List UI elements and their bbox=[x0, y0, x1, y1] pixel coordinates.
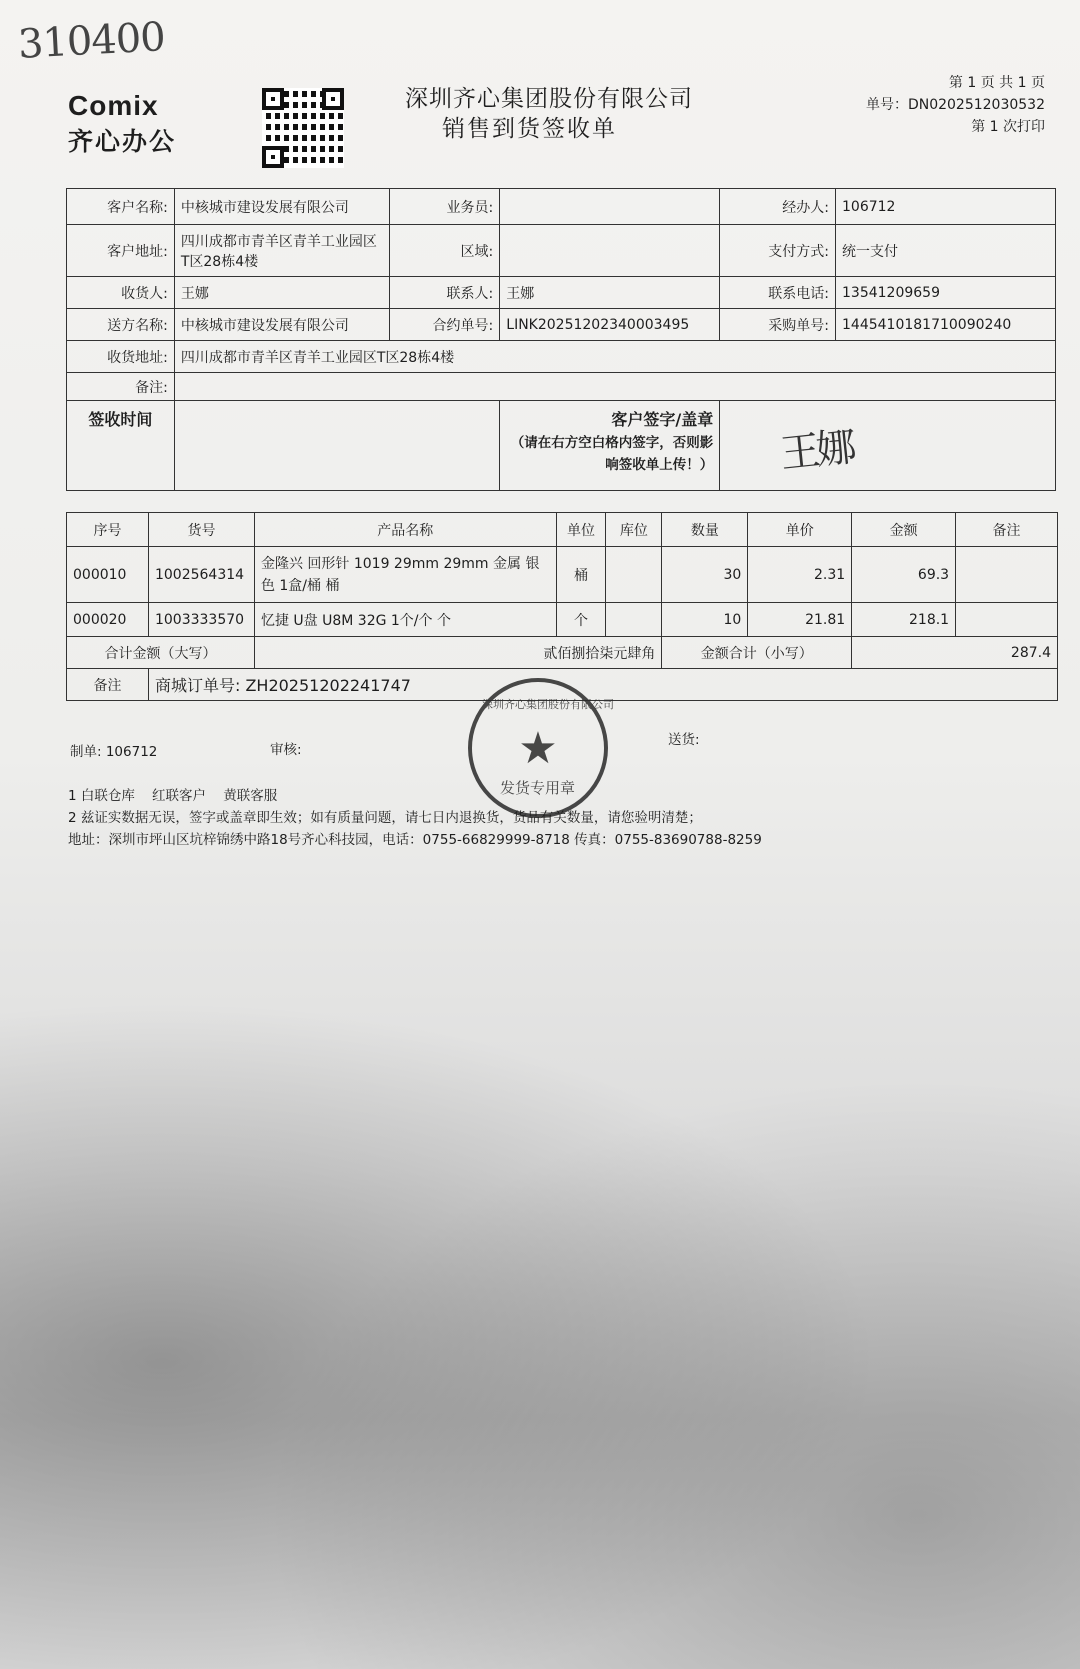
seal-text-top: 深圳齐心集团股份有限公司 bbox=[482, 698, 614, 711]
customer-name: 中核城市建设发展有限公司 bbox=[174, 189, 390, 225]
row-remark bbox=[956, 603, 1058, 637]
row-seq: 000020 bbox=[67, 603, 149, 637]
row-unit: 个 bbox=[556, 603, 606, 637]
reviewer: 审核: bbox=[270, 742, 302, 758]
table-row bbox=[67, 547, 1058, 603]
handwritten-code: 310400 bbox=[16, 14, 166, 68]
row-location bbox=[606, 547, 662, 603]
row-code: 1002564314 bbox=[148, 547, 254, 603]
print-count: 第 1 次打印 bbox=[971, 119, 1045, 135]
customer-sign-label: 客户签字/盖章 bbox=[611, 410, 714, 429]
row-qty: 30 bbox=[662, 547, 748, 603]
row-unit: 桶 bbox=[556, 547, 606, 603]
contract-number: LINK20251202340003495 bbox=[500, 309, 720, 341]
receiver: 王娜 bbox=[174, 277, 390, 309]
handler: 106712 bbox=[836, 189, 1056, 225]
header-product: 产品名称 bbox=[254, 513, 556, 547]
phone-label: 联系电话: bbox=[720, 277, 836, 309]
remark bbox=[174, 373, 1055, 401]
company-title: 深圳齐心集团股份有限公司 bbox=[405, 86, 693, 112]
qr-code-icon bbox=[262, 88, 344, 168]
validity-note: 2 兹证实数据无误，签字或盖章即生效；如有质量问题，请七日内退换货，货品有关数量，请您验明清楚； bbox=[68, 810, 702, 826]
total-lower-label: 金额合计（小写） bbox=[662, 637, 852, 669]
purchase-label: 采购单号: bbox=[720, 309, 836, 341]
logo-qixin: 齐心办公 bbox=[68, 127, 177, 156]
signature-area[interactable] bbox=[720, 401, 1056, 491]
header-location: 库位 bbox=[606, 513, 662, 547]
mall-order-number: 商城订单号: ZH20251202241747 bbox=[148, 669, 1057, 701]
delivery-address: 四川成都市青羊区青羊工业园区T区28栋4楼 bbox=[174, 341, 1055, 373]
total-row bbox=[67, 637, 1058, 669]
document-title: 销售到货签收单 bbox=[442, 116, 617, 142]
customer-sign-note: （请在右方空白格内签字，否则影响签收单上传！） bbox=[510, 435, 714, 473]
purchase-number: 1445410181710090240 bbox=[836, 309, 1056, 341]
row-price: 2.31 bbox=[748, 547, 852, 603]
row-remark bbox=[956, 547, 1058, 603]
row-price: 21.81 bbox=[748, 603, 852, 637]
header-unit: 单位 bbox=[556, 513, 606, 547]
remark-label: 备注: bbox=[67, 373, 175, 401]
maker: 制单: 106712 bbox=[70, 744, 158, 760]
info-table bbox=[66, 188, 1056, 491]
shadow-overlay bbox=[0, 900, 1080, 1669]
contact: 王娜 bbox=[500, 277, 720, 309]
total-upper: 贰佰捌拾柒元肆角 bbox=[254, 637, 661, 669]
header-price: 单价 bbox=[748, 513, 852, 547]
delivery-person: 送货: bbox=[668, 732, 700, 748]
customer-sign-cell bbox=[500, 401, 720, 491]
salesman bbox=[500, 189, 720, 225]
payment-method: 统一支付 bbox=[836, 225, 1056, 277]
items-header-row bbox=[67, 513, 1058, 547]
salesman-label: 业务员: bbox=[390, 189, 500, 225]
row-code: 1003333570 bbox=[148, 603, 254, 637]
customer-signature: 王娜 bbox=[778, 424, 855, 478]
header-seq: 序号 bbox=[67, 513, 149, 547]
customer-address: 四川成都市青羊区青羊工业园区T区28栋4楼 bbox=[174, 225, 390, 277]
logo-comix: Comix bbox=[68, 90, 159, 121]
ship-name-label: 送方名称: bbox=[67, 309, 175, 341]
row-product: 忆捷 U盘 U8M 32G 1个/个 个 bbox=[254, 603, 556, 637]
ship-name: 中核城市建设发展有限公司 bbox=[174, 309, 390, 341]
header-code: 货号 bbox=[148, 513, 254, 547]
row-seq: 000010 bbox=[67, 547, 149, 603]
customer-address-label: 客户地址: bbox=[67, 225, 175, 277]
region bbox=[500, 225, 720, 277]
total-upper-label: 合计金额（大写） bbox=[67, 637, 255, 669]
receiver-label: 收货人: bbox=[67, 277, 175, 309]
row-product: 金隆兴 回形针 1019 29mm 29mm 金属 银色 1盒/桶 桶 bbox=[254, 547, 556, 603]
row-amount: 218.1 bbox=[852, 603, 956, 637]
phone: 13541209659 bbox=[836, 277, 1056, 309]
header-remark: 备注 bbox=[956, 513, 1058, 547]
table-row bbox=[67, 603, 1058, 637]
header-qty: 数量 bbox=[662, 513, 748, 547]
row-amount: 69.3 bbox=[852, 547, 956, 603]
page-info: 第 1 页 共 1 页 bbox=[948, 75, 1045, 91]
payment-label: 支付方式: bbox=[720, 225, 836, 277]
row-qty: 10 bbox=[662, 603, 748, 637]
delivery-address-label: 收货地址: bbox=[67, 341, 175, 373]
region-label: 区域: bbox=[390, 225, 500, 277]
order-number: 单号：DN0202512030532 bbox=[865, 97, 1045, 113]
handler-label: 经办人: bbox=[720, 189, 836, 225]
sign-time bbox=[174, 401, 499, 491]
row-location bbox=[606, 603, 662, 637]
customer-name-label: 客户名称: bbox=[67, 189, 175, 225]
total-lower: 287.4 bbox=[852, 637, 1058, 669]
header-amount: 金额 bbox=[852, 513, 956, 547]
star-icon: ★ bbox=[518, 722, 558, 774]
copy-note: 1 白联仓库 红联客户 黄联客服 bbox=[68, 788, 278, 804]
items-remark-label: 备注 bbox=[67, 669, 149, 701]
contract-label: 合约单号: bbox=[390, 309, 500, 341]
seal-text-bottom: 发货专用章 bbox=[500, 779, 576, 797]
company-seal bbox=[468, 678, 614, 818]
contact-label: 联系人: bbox=[390, 277, 500, 309]
items-table bbox=[66, 512, 1058, 701]
company-address: 地址：深圳市坪山区坑梓锦绣中路18号齐心科技园，电话：0755-66829999-8718 传真：0755-83690788-8259 bbox=[68, 832, 762, 848]
sign-time-label: 签收时间 bbox=[67, 401, 175, 491]
